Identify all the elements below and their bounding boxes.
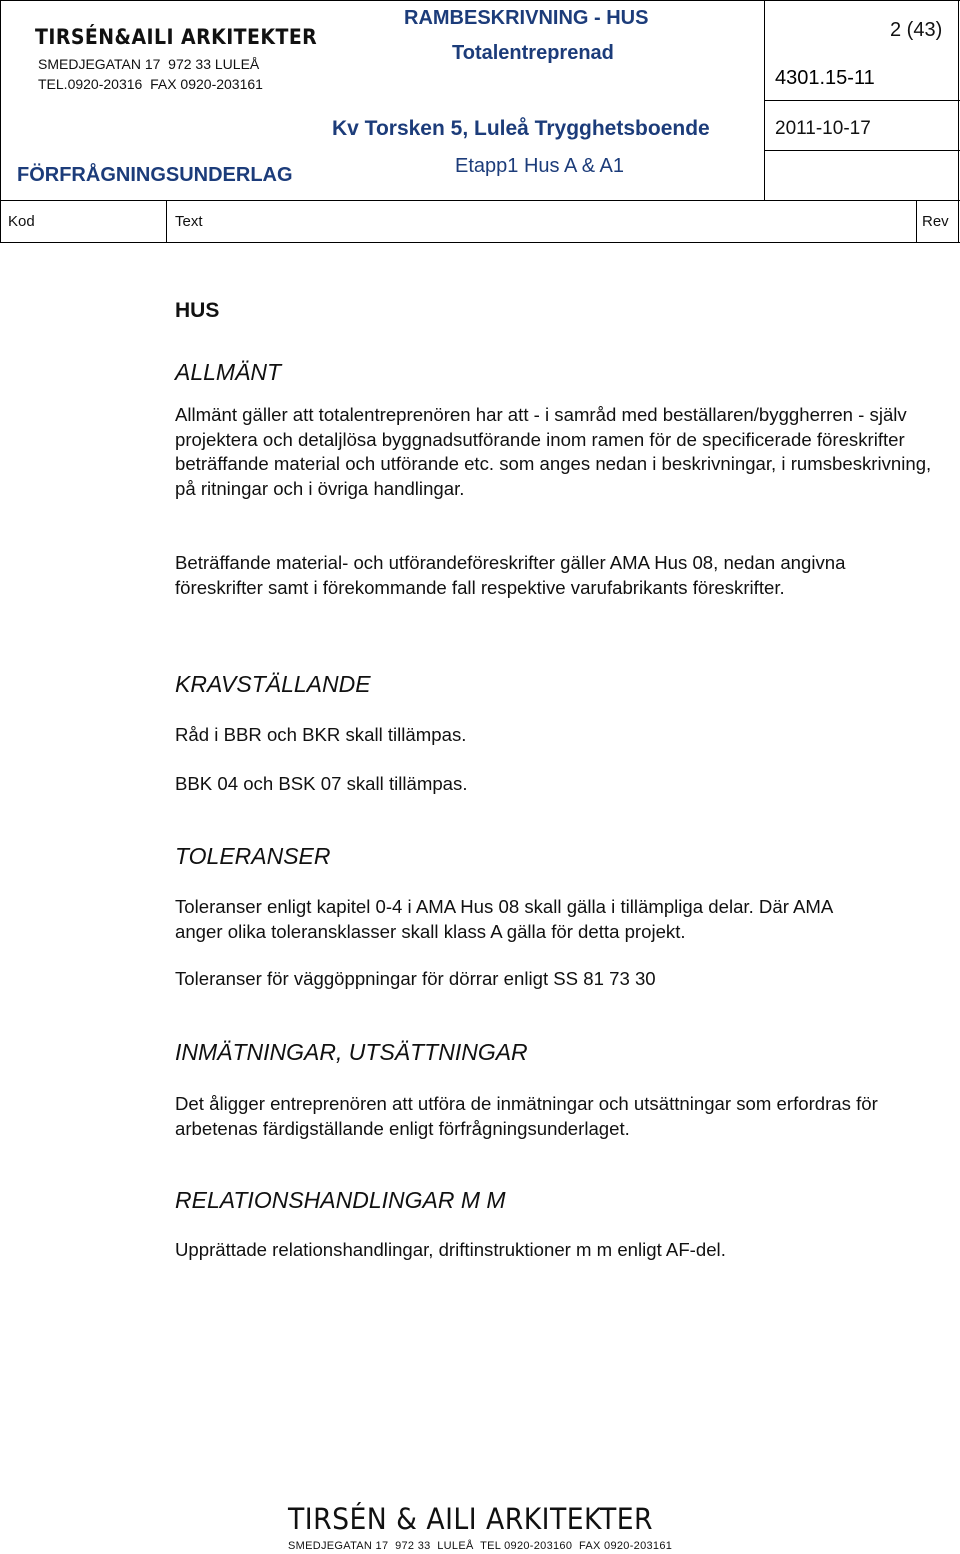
section-heading-toleranser: TOLERANSER [175, 843, 331, 869]
project-name: Kv Torsken 5, Luleå Trygghetsboende [332, 117, 710, 140]
paragraph-toleranser-1: Toleranser enligt kapitel 0-4 i AMA Hus 08 skall gälla i tillämpliga delar. Där AMA anger olika toleransklasser skall klass A gälla för detta projekt. [175, 896, 833, 942]
firm-phone: TEL.0920-20316 FAX 0920-203161 [38, 76, 263, 92]
paragraph-inmatningar-1: Det åligger entreprenören att utföra de inmätningar och utsättningar som erfordras för arbetenas färdigställande enligt förfrågningsunderlaget. [175, 1093, 878, 1139]
column-header-rev: Rev [922, 213, 949, 230]
header-left-border [0, 0, 1, 243]
header-top-border [0, 0, 960, 1]
section-heading-kravstallande: KRAVSTÄLLANDE [175, 671, 371, 697]
column-divider-rev [916, 200, 917, 243]
section-heading-inmatningar: INMÄTNINGAR, UTSÄTTNINGAR [175, 1039, 528, 1065]
column-header-kod: Kod [8, 213, 35, 230]
paragraph-kravstallande-2: BBK 04 och BSK 07 skall tillämpas. [175, 773, 468, 794]
column-header-text: Text [175, 213, 203, 230]
document-subtitle: Totalentreprenad [452, 42, 614, 64]
header-right-border [958, 0, 959, 243]
document-date: 2011-10-17 [775, 118, 871, 139]
paragraph-allmant-2: Beträffande material- och utförandeföreskrifter gäller AMA Hus 08, nedan angivna föreskrifter samt i förekommande fall respektive varufabrikants föreskrifter. [175, 552, 846, 598]
header-divider-date [764, 150, 960, 151]
document-number: 4301.15-11 [775, 67, 875, 89]
document-title: RAMBESKRIVNING - HUS [404, 7, 649, 29]
paragraph-toleranser-2: Toleranser för väggöppningar för dörrar enligt SS 81 73 30 [175, 968, 656, 989]
section-heading-allmant: ALLMÄNT [175, 359, 282, 385]
page-number: 2 (43) [890, 19, 943, 41]
main-heading: HUS [175, 299, 220, 322]
firm-logo: TIRSÉN&AILI ARKITEKTER [35, 25, 318, 49]
section-heading-relationshandlingar: RELATIONSHANDLINGAR M M [175, 1187, 506, 1213]
paragraph-relationshandlingar-1: Upprättade relationshandlingar, driftinstruktioner m m enligt AF-del. [175, 1239, 726, 1260]
document-stage: Etapp1 Hus A & A1 [455, 155, 625, 177]
column-divider-kod [166, 200, 167, 243]
header-divider-mid [764, 100, 960, 101]
header-divider-vertical [764, 0, 765, 200]
footer-address: SMEDJEGATAN 17 972 33 LULEÅ TEL 0920-203160 FAX 0920-203161 [288, 1540, 673, 1552]
header-bottom-border [0, 200, 960, 201]
column-header-bottom-border [0, 242, 960, 243]
document-status: FÖRFRÅGNINGSUNDERLAG [17, 164, 293, 186]
paragraph-kravstallande-1: Råd i BBR och BKR skall tillämpas. [175, 724, 467, 745]
footer-logo: TIRSÉN & AILI ARKITEKTER [288, 1502, 654, 1536]
paragraph-allmant-1: Allmänt gäller att totalentreprenören har att - i samråd med beställaren/byggherren - själv projektera och detaljlösa byggnadsutförande inom ramen för de specificerade föreskrifter beträffande material och utförande etc. som anges nedan i beskrivningar, i rumsbeskrivning, på ritningar och i övriga handlingar. [175, 404, 932, 499]
firm-address: SMEDJEGATAN 17 972 33 LULEÅ [38, 56, 260, 72]
